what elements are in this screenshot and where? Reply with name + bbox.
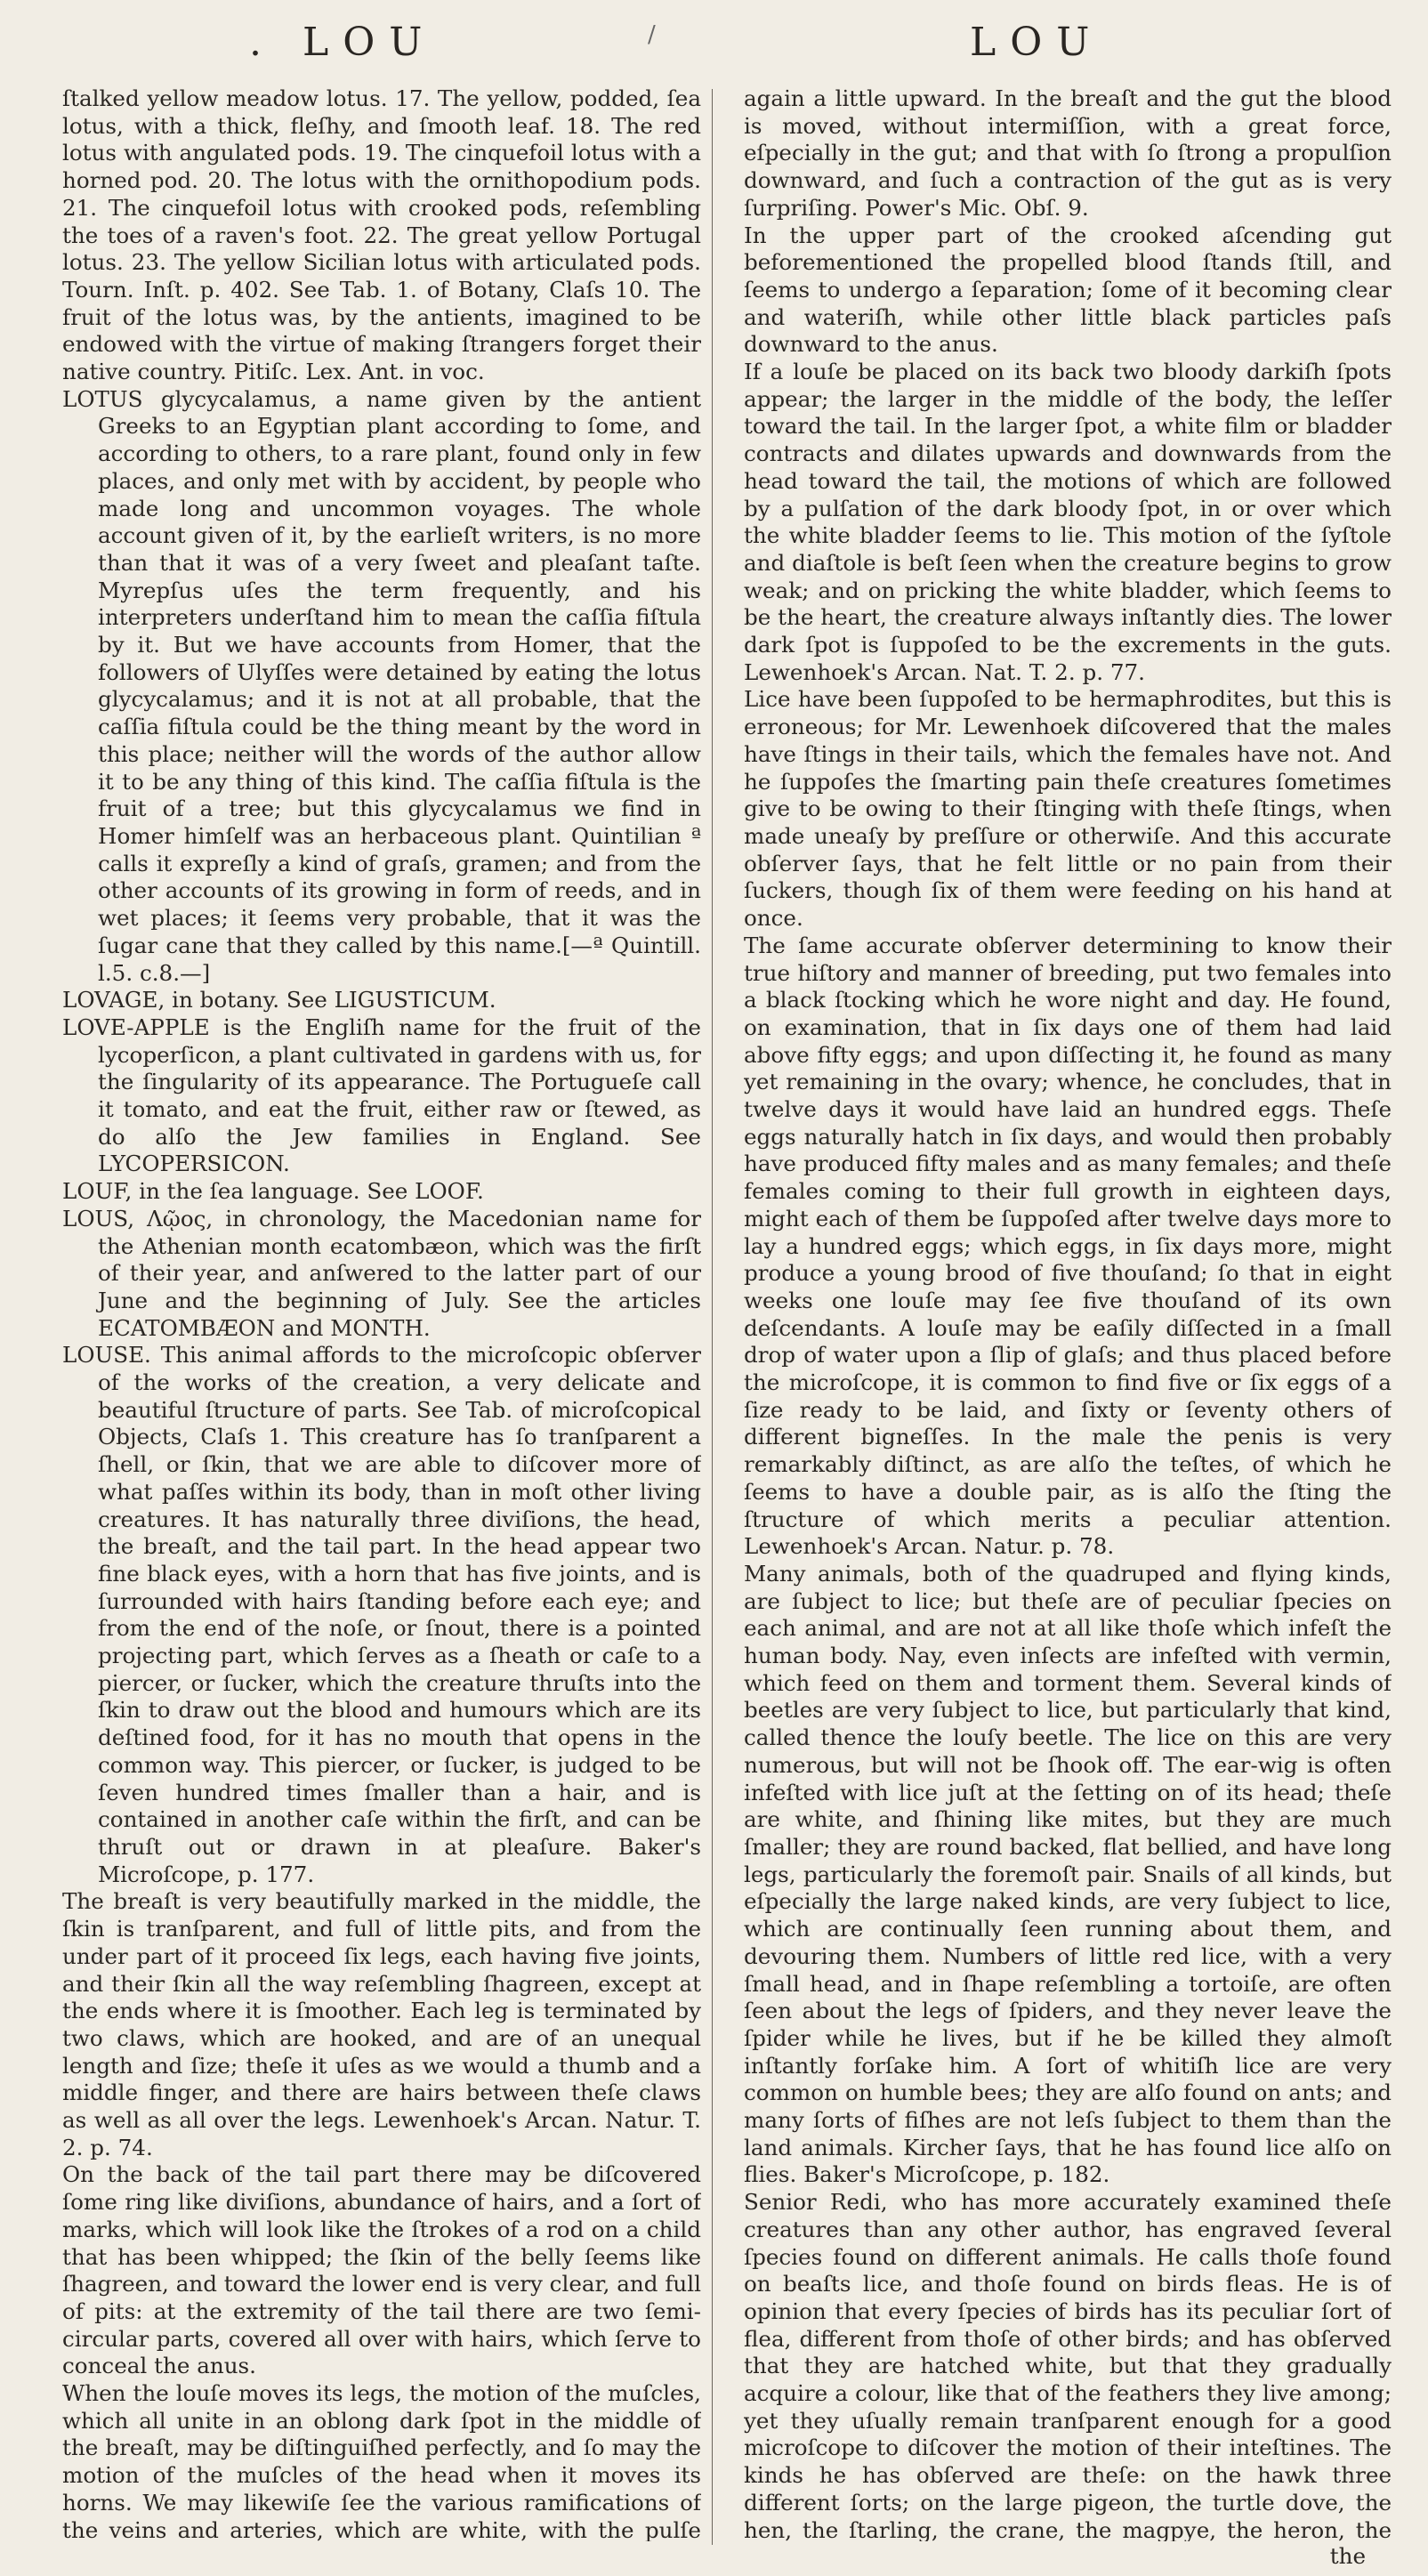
header-mark: / xyxy=(648,21,656,48)
entry-lovage: LOVAGE, in botany. See LIGUSTICUM. xyxy=(62,987,496,1013)
paragraph: The breaſt is very beautifully marked in the middle, the ſkin is tranſparent, and full of little pits, and from the under part of it proceed ſix legs, each having five joints, and their ſkin all the way reſembling ſhagreen, except at the ends where it is ſmoother. Each leg is terminated by two claws, which are hooked, and are of an unequal length and ſize; theſe it uſes as we would a thumb and a middle finger, and there are hairs between theſe claws as well as all over the legs. Lewenhoek's Arcan. Natur. T. 2. p. 74. xyxy=(62,1888,701,2160)
paragraph: If a louſe be placed on its back two bloody darkiſh ſpots appear; the larger in the middle of the body, the leſſer toward the tail. In the larger ſpot, a white film or bladder contracts and dilates upwards and downwards from the head toward the tail, the motions of which are followed by a pulſation of the dark bloody ſpot, in or over which the white bladder ſeems to lie. This motion of the ſyſtole and diaſtole is beſt ſeen when the creature begins to grow weak; and on pricking the white bladder, which ſeems to be the heart, the creature always inſtantly dies. The lower dark ſpot is ſuppoſed to be the excrements in the guts. Lewenhoek's Arcan. Nat. T. 2. p. 77. xyxy=(744,359,1392,685)
entry-love-apple: LOVE-APPLE is the Engliſh name for the fruit of the lycoperſicon, a plant cultivated in gardens with us, for the ſingularity of its appearance. The Portugueſe call it tomato, and eat the fruit, either raw or ſtewed, as do alſo the Jew families in England. See LYCOPERSICON. xyxy=(62,1013,701,1177)
paragraph: again a little upward. In the breaſt and the gut the blood is moved, without intermiſſion, with a great force, eſpecially in the gut; and that with ſo ſtrong a propulſion downward, and ſuch a contraction of the gut as is very ſurpriſing. Power's Mic. Obſ. 9. xyxy=(744,85,1392,221)
entry-lous: LOUS, Λῷος, in chronology, the Macedonian name for the Athenian month ecatombæon, which was the firſt of their year, and anſwered to the latter part of our June and the beginning of July. See the articles ECATOMBÆON and MONTH. xyxy=(62,1205,701,1341)
entry-lotus-glycycalamus: LOTUS glycycalamus, a name given by the antient Greeks to an Egyptian plant according to ſome, and according to others, to a rare plant, found only in few places, and only met with by accident, by people who made long and uncommon voyages. The whole account given of it, by the earlieſt writers, is no more than that it was of a very ſweet and pleaſant taſte. Myrepſus uſes the term frequently, and his interpreters underſtand him to mean the caſſia fiſtula by it. But we have accounts from Homer, that the followers of Ulyſſes were detained by eating the lotus glycycalamus; and it is not at all probable, that the caſſia fiſtula could be the thing meant by the word in this place; neither will the words of the author allow it to be any thing of this kind. The caſſia fiſtula is the fruit of a tree; but this glycycalamus we find in Homer himſelf was an herbaceous plant. Quintilian ª calls it expreſly a kind of graſs, gramen; and from the other accounts of its growing in form of reeds, and in wet places; it ſeems very probable, that it was the ſugar cane that they called by this name.[—ª Quintill. l.5. c.8.—] xyxy=(62,385,701,986)
paragraph: The ſame accurate obſerver determining to know their true hiſtory and manner of breeding, put two females into a black ſtocking which he wore night and day. He found, on examination, that in ſix days one of them had laid above fifty eggs; and upon diſſecting it, he found as many yet remaining in the ovary; whence, he concludes, that in twelve days it would have laid an hundred eggs. Theſe eggs naturally hatch in ſix days, and would then probably have produced fifty males and as many females; and theſe females coming to their full growth in eighteen days, might each of them be ſuppoſed after twelve days more to lay a hundred eggs; which eggs, in ſix days more, might produce a young brood of five thouſand; ſo that in eight weeks one louſe may ſee five thouſand of its own deſcendants. A louſe may be eaſily diſſected in a ſmall drop of water upon a ſlip of glaſs; and thus placed before the microſcope, it is common to find five or ſix eggs of a ſize ready to be laid, and ſixty or ſeventy others of different bigneſſes. In the male the penis is very remarkably diſtinct, as are alſo the teſtes, of which he ſeems to have a double pair, as is alſo the ſting the ſtructure of which merits a peculiar attention. Lewenhoek's Arcan. Natur. p. 78. xyxy=(744,932,1392,1560)
paragraph: Lice have been ſuppoſed to be hermaphrodites, but this is erroneous; for Mr. Lewenhoek diſcovered that the males have ſtings in their tails, which the females have not. And he ſuppoſes the ſmarting pain theſe creatures ſometimes give to be owing to their ſtinging with theſe ſtings, when made uneaſy by preſſure or otherwiſe. And this accurate obſerver ſays, that he felt little or no pain from their ſuckers, though ſix of them were feeding on his hand at once. xyxy=(744,686,1392,932)
left-column xyxy=(62,85,701,2541)
right-column xyxy=(744,85,1392,2541)
paragraph: Senior Redi, who has more accurately examined theſe creatures than any other author, has engraved ſeveral ſpecies found on different animals. He calls thoſe found on beaſts lice, and thoſe found on birds fleas. He is of opinion that every ſpecies of birds has its peculiar ſort of flea, different from thoſe of other birds; and has obſerved that they are hatched white, but that they gradually acquire a colour, like that of the feathers they live among; yet they uſually remain tranſparent enough for a good microſcope to diſcover the motion of their inteſtines. The kinds he has obſerved are theſe: on the hawk three different ſorts; on the large pigeon, the turtle dove, the hen, the ſtarling, the crane, the magpye, the heron, the xyxy=(744,2189,1392,2541)
header-left: . LOU xyxy=(249,20,437,65)
catchword: the xyxy=(1329,2543,1366,2569)
entry-louse: LOUSE. This animal affords to the microſcopic obſerver of the works of the creation, a very delicate and beautiful ſtructure of parts. See Tab. of microſcopical Objects, Claſs 1. This creature has ſo tranſparent a ſhell, or ſkin, that we are able to diſcover more of what paſſes within its body, than in moſt other living creatures. It has naturally three diviſions, the head, the breaſt, and the tail part. In the head appear two fine black eyes, with a horn that has five joints, and is ſurrounded with hairs ſtanding before each eye; and from the end of the noſe, or ſnout, there is a pointed projecting part, which ſerves as a ſheath or caſe to a piercer, or ſucker, which the creature thruſts into the ſkin to draw out the blood and humours which are its deſtined food, for it has no mouth that opens in the common way. This piercer, or ſucker, is judged to be ſeven hundred times ſmaller than a hair, and is contained in another caſe within the firſt, and can be thruſt out or drawn in at pleaſure. Baker's Microſcope, p. 177. xyxy=(62,1342,701,1887)
column-divider xyxy=(712,89,713,2545)
running-header xyxy=(0,20,1428,82)
paragraph: On the back of the tail part there may be diſcovered ſome ring like diviſions, abundance of hairs, and a ſort of marks, which will look like the ſtrokes of a rod on a child that has been whipped; the ſkin of the belly ſeems like ſhagreen, and toward the lower end is very clear, and full of pits: at the extremity of the tail there are two ſemi-circular parts, covered all over with hairs, which ſerve to conceal the anus. xyxy=(62,2161,701,2379)
entry-louf: LOUF, in the ſea language. See LOOF. xyxy=(62,1178,484,1205)
paragraph: ſtalked yellow meadow lotus. 17. The yellow, podded, ſea lotus, with a thick, fleſhy, and ſmooth leaf. 18. The red lotus with angulated pods. 19. The cinquefoil lotus with a horned pod. 20. The lotus with the ornithopodium pods. 21. The cinquefoil lotus with crooked pods, reſembling the toes of a raven's foot. 22. The great yellow Portugal lotus. 23. The yellow Sicilian lotus with articulated pods. Tourn. Inſt. p. 402. See Tab. 1. of Botany, Claſs 10. The fruit of the lotus was, by the antients, imagined to be endowed with the virtue of making ſtrangers forget their native country. Pitiſc. Lex. Ant. in voc. xyxy=(62,85,701,385)
paragraph: In the upper part of the crooked aſcending gut beforementioned the propelled blood ſtands ſtill, and ſeems to undergo a ſeparation; ſome of it becoming clear and wateriſh, while other little black particles paſs downward to the anus. xyxy=(744,222,1392,358)
header-right: LOU xyxy=(970,20,1104,65)
paragraph: When the louſe moves its legs, the motion of the muſcles, which all unite in an oblong dark ſpot in the middle of the breaſt, may be diſtinguiſhed perfectly, and ſo may the motion of the muſcles of the head when it moves its horns. We may likewiſe ſee the various ramifications of the veins and arteries, which are white, with the pulſe xyxy=(62,2380,701,2541)
paragraph: Many animals, both of the quadruped and flying kinds, are ſubject to lice; but theſe are of peculiar ſpecies on each animal, and are not at all like thoſe which infeſt the human body. Nay, even inſects are infeſted with vermin, which feed on them and torment them. Several kinds of beetles are very ſubject to lice, but particularly that kind, called thence the louſy beetle. The lice on this are very numerous, but will not be ſhook off. The ear-wig is often infeſted with lice juſt at the ſetting on of its head; theſe are white, and ſhining like mites, but they are much ſmaller; they are round backed, flat bellied, and have long legs, particularly the foremoſt pair. Snails of all kinds, but eſpecially the large naked kinds, are very ſubject to lice, which are continually ſeen running about them, and devouring them. Numbers of little red lice, with a very ſmall head, and in ſhape reſembling a tortoiſe, are often ſeen about the legs of ſpiders, and they never leave the ſpider while he lives, but if he be killed they almoſt inſtantly forſake him. A ſort of whitiſh lice are very common on humble bees; they are alſo found on ants; and many ſorts of fiſhes are not leſs ſubject to them than the land animals. Kircher ſays, that he has found lice alſo on flies. Baker's Microſcope, p. 182. xyxy=(744,1560,1392,2188)
